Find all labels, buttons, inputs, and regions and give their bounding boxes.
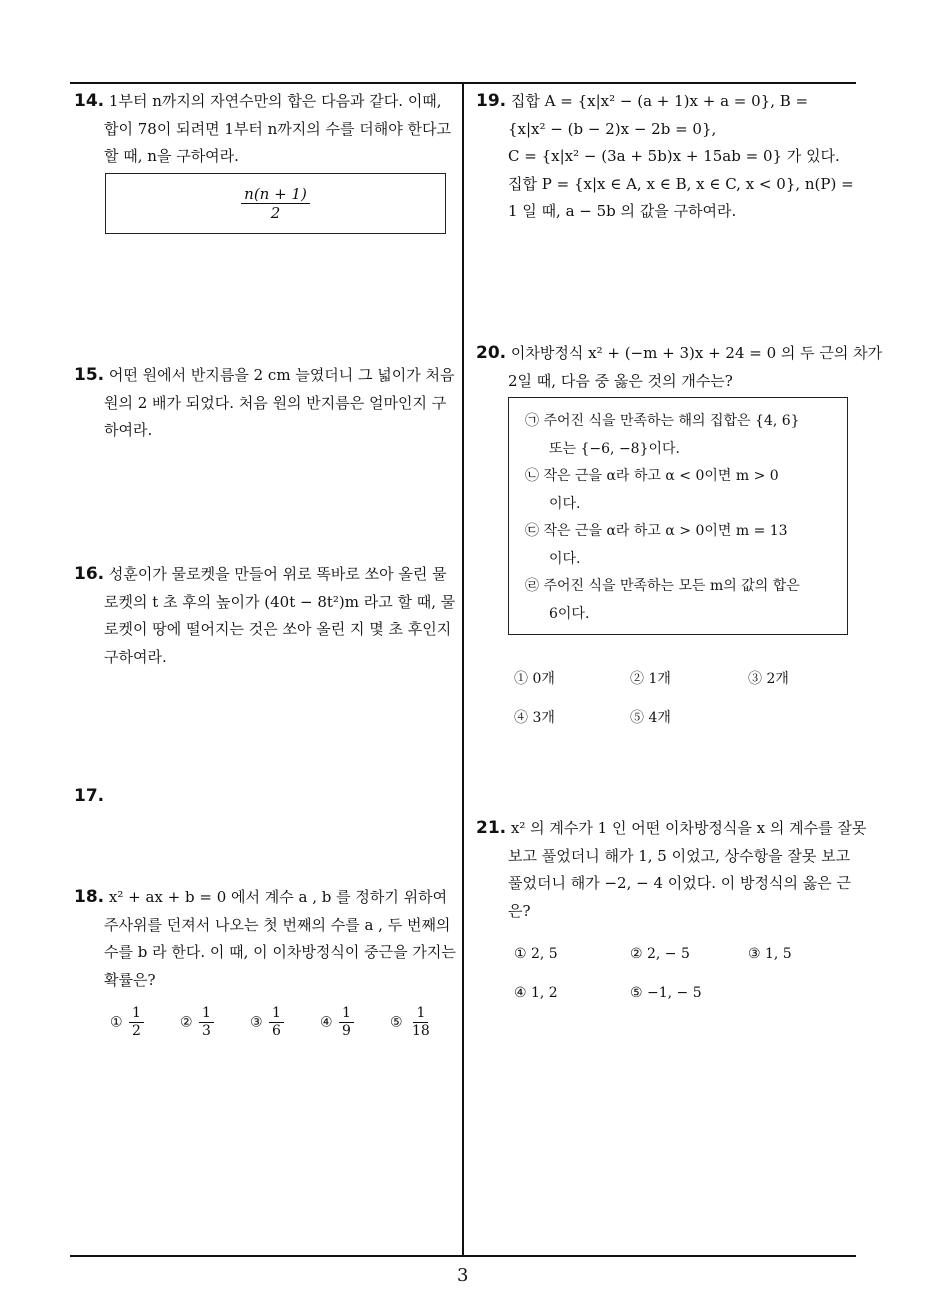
sum-formula xyxy=(241,185,310,222)
answer-option-5[interactable]: ⑤ 4개 xyxy=(630,710,671,726)
question-text-line: 확률은? xyxy=(104,970,156,989)
fraction-numerator: 1 xyxy=(129,1005,144,1023)
formula-numerator: n(n + 1) xyxy=(241,185,310,204)
answer-option-3[interactable]: ③ 1, 5 xyxy=(748,946,792,962)
answer-option-1[interactable]: ① 0개 xyxy=(514,671,555,687)
fraction-denominator: 6 xyxy=(272,1022,281,1039)
formula-denominator: 2 xyxy=(270,204,281,222)
statements-box xyxy=(508,397,848,635)
question-text-line: 풀었더니 해가 −2, − 4 이었다. 이 방정식의 옳은 근 xyxy=(508,874,852,892)
statement-line: ㉢ 작은 근을 α라 하고 α > 0이면 m = 13 xyxy=(525,523,788,539)
statement-line: ㉠ 주어진 식을 만족하는 해의 집합은 {4, 6} xyxy=(525,413,800,429)
question-text-line: 할 때, n을 구하여라. xyxy=(104,147,239,165)
answer-option-3[interactable] xyxy=(250,1005,286,1040)
fraction-denominator: 9 xyxy=(342,1022,351,1039)
answer-option-2[interactable] xyxy=(180,1005,216,1040)
question-text-line: 1부터 n까지의 자연수만의 합은 다음과 같다. 이때, xyxy=(108,92,442,110)
question-18 xyxy=(74,884,458,994)
question-17 xyxy=(74,783,104,811)
question-text-line: 은? xyxy=(508,901,531,920)
answer-option-5[interactable] xyxy=(390,1005,435,1040)
question-number: 16. xyxy=(74,564,105,584)
answer-option-4[interactable]: ④ 1, 2 xyxy=(514,985,558,1001)
question-text-line: 로켓이 땅에 떨어지는 것은 쏘아 올린 지 몇 초 후인지 xyxy=(104,620,452,638)
formula-box xyxy=(105,173,446,234)
question-text-line: x² 의 계수가 1 인 어떤 이차방정식을 x 의 계수를 잘못 xyxy=(510,819,867,837)
question-text-line: 집합 P = {x|x ∈ A, x ∈ B, x ∈ C, x < 0}, n(P) = xyxy=(508,174,854,193)
answer-option-3[interactable]: ③ 2개 xyxy=(748,671,789,687)
question-number: 18. xyxy=(74,887,105,907)
option-mark: ④ xyxy=(320,1014,333,1031)
answer-option-5[interactable]: ⑤ −1, − 5 xyxy=(630,985,702,1001)
question-number: 17. xyxy=(74,786,105,806)
fraction-denominator: 18 xyxy=(412,1022,430,1039)
question-15 xyxy=(74,362,458,445)
question-number: 14. xyxy=(74,91,105,111)
question-text-line: 2일 때, 다음 중 옳은 것의 개수는? xyxy=(508,371,733,390)
question-text-line: 하여라. xyxy=(104,421,153,439)
statement-line: 이다. xyxy=(549,550,581,567)
question-20 xyxy=(476,340,883,395)
statement-line: 또는 {−6, −8}이다. xyxy=(549,440,680,457)
option-fraction xyxy=(409,1005,433,1040)
answer-option-4[interactable] xyxy=(320,1005,356,1040)
answer-option-1[interactable] xyxy=(110,1005,146,1040)
fraction-numerator: 1 xyxy=(413,1005,428,1023)
fraction-numerator: 1 xyxy=(199,1005,214,1023)
fraction-numerator: 1 xyxy=(339,1005,354,1023)
fraction-numerator: 1 xyxy=(269,1005,284,1023)
option-mark: ⑤ xyxy=(390,1014,403,1031)
statement-line: ㉡ 작은 근을 α라 하고 α < 0이면 m > 0 xyxy=(525,468,779,484)
page-number: 3 xyxy=(457,1265,469,1286)
question-text-line: 원의 2 배가 되었다. 처음 원의 반지름은 얼마인지 구 xyxy=(104,393,447,412)
option-fraction xyxy=(129,1005,144,1040)
question-21 xyxy=(476,815,867,925)
question-text-line: 로켓의 t 초 후의 높이가 (40t − 8t²)m 라고 할 때, 물 xyxy=(104,592,456,611)
question-text-line: 이차방정식 x² + (−m + 3)x + 24 = 0 의 두 근의 차가 xyxy=(510,344,883,362)
option-mark: ① xyxy=(110,1014,123,1031)
question-number: 19. xyxy=(476,91,507,111)
answer-option-2[interactable]: ② 1개 xyxy=(630,671,671,687)
question-text-line: 수를 b 라 한다. 이 때, 이 이차방정식이 중근을 가지는 xyxy=(104,943,456,961)
question-text-line: x² + ax + b = 0 에서 계수 a , b 를 정하기 위하여 xyxy=(108,888,448,906)
question-number: 21. xyxy=(476,818,507,838)
answer-option-1[interactable]: ① 2, 5 xyxy=(514,946,558,962)
question-text-line: C = {x|x² − (3a + 5b)x + 15ab = 0} 가 있다. xyxy=(508,147,840,165)
question-19 xyxy=(476,88,860,226)
statement-line: 6이다. xyxy=(549,605,590,622)
question-number: 15. xyxy=(74,365,105,385)
question-text-line: 보고 풀었더니 해가 1, 5 이었고, 상수항을 잘못 보고 xyxy=(508,846,851,865)
answer-option-4[interactable]: ④ 3개 xyxy=(514,710,555,726)
question-text-line: 어떤 원에서 반지름을 2 cm 늘였더니 그 넓이가 처음 xyxy=(108,366,455,384)
answer-option-2[interactable]: ② 2, − 5 xyxy=(630,946,690,962)
fraction-denominator: 2 xyxy=(132,1022,141,1039)
column-divider xyxy=(462,82,464,1257)
question-text-line: 성훈이가 물로켓을 만들어 위로 똑바로 쏘아 올린 물 xyxy=(108,565,447,583)
option-fraction xyxy=(199,1005,214,1040)
question-text-line: 주사위를 던져서 나오는 첫 번째의 수를 a , 두 번째의 xyxy=(104,915,451,934)
option-mark: ② xyxy=(180,1014,193,1031)
question-14 xyxy=(74,88,458,171)
option-mark: ③ xyxy=(250,1014,263,1031)
option-fraction xyxy=(339,1005,354,1040)
question-text-line: {x|x² − (b − 2)x − 2b = 0}, xyxy=(508,119,717,138)
question-16 xyxy=(74,561,458,671)
option-fraction xyxy=(269,1005,284,1040)
question-text-line: 구하여라. xyxy=(104,647,167,666)
question-number: 20. xyxy=(476,343,507,363)
question-text-line: 합이 78이 되려면 1부터 n까지의 수를 더해야 한다고 xyxy=(104,119,451,138)
question-text-line: 1 일 때, a − 5b 의 값을 구하여라. xyxy=(508,202,737,220)
fraction-denominator: 3 xyxy=(202,1022,211,1039)
question-text-line: 집합 A = {x|x² − (a + 1)x + a = 0}, B = xyxy=(510,92,809,110)
bottom-rule xyxy=(70,1255,856,1257)
statement-line: ㉣ 주어진 식을 만족하는 모든 m의 값의 합은 xyxy=(525,578,800,594)
statement-line: 이다. xyxy=(549,495,581,512)
